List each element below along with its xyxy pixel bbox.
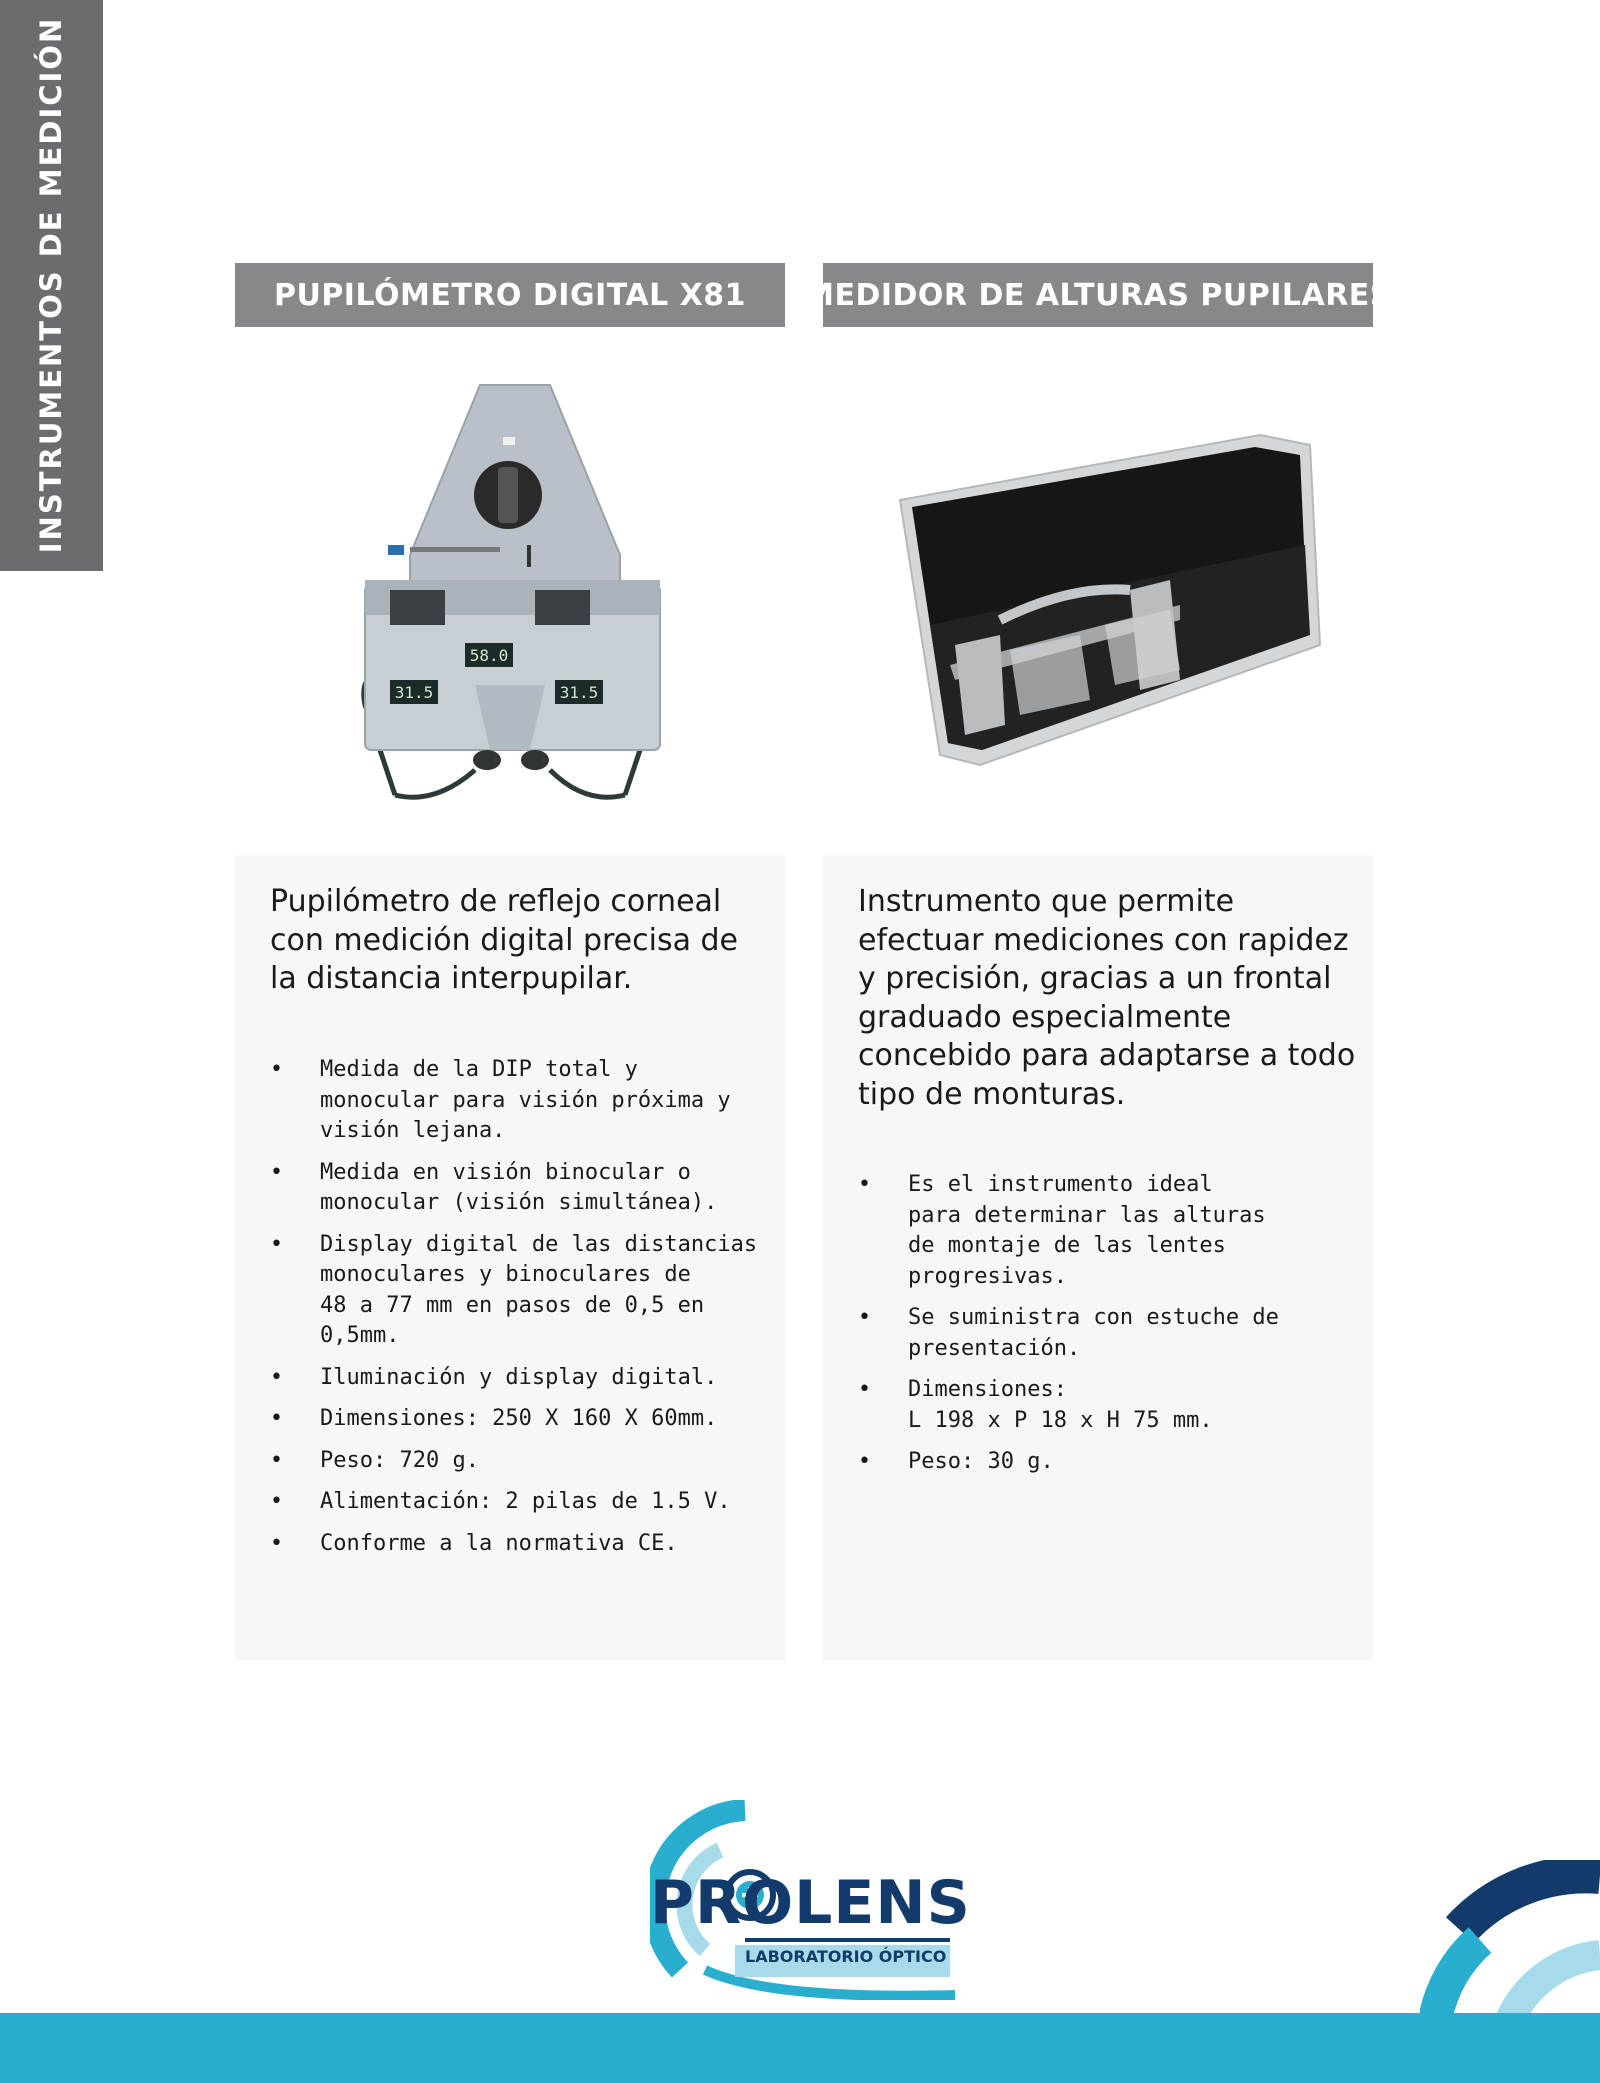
feature-list — [858, 1170, 1348, 1489]
list-item: • Peso: 720 g. — [270, 1446, 760, 1477]
display-left-reading: 31.5 — [394, 683, 434, 702]
logo-tagline: LABORATORIO ÓPTICO — [745, 1947, 947, 1966]
side-section-tab — [0, 0, 103, 571]
list-item: • Dimensiones: L 198 x P 18 x H 75 mm. — [858, 1375, 1348, 1436]
list-item: • Display digital de las distancias monoculares y binoculares de 48 a 77 mm en pasos de 0,5 en 0,5mm. — [270, 1230, 760, 1352]
list-item: • Conforme a la normativa CE. — [270, 1529, 760, 1560]
product-title-pupilometer: PUPILÓMETRO DIGITAL X81 — [235, 263, 785, 327]
list-item: • Se suministra con estuche de presentación. — [858, 1303, 1348, 1364]
list-item: • Medida de la DIP total y monocular para visión próxima y visión lejana. — [270, 1055, 760, 1147]
list-item: • Peso: 30 g. — [858, 1447, 1348, 1478]
footer-band — [0, 2013, 1600, 2083]
brand-mark-icon — [388, 545, 404, 555]
height-gauge-case-image — [890, 425, 1330, 775]
product-card-height-gauge — [823, 855, 1373, 1660]
list-item: • Dimensiones: 250 X 160 X 60mm. — [270, 1404, 760, 1435]
list-item: • Alimentación: 2 pilas de 1.5 V. — [270, 1487, 760, 1518]
section-label: INSTRUMENTOS DE MEDICIÓN — [34, 16, 68, 554]
list-item: • Es el instrumento ideal para determinar las alturas de montaje de las lentes progresivas. — [858, 1170, 1348, 1292]
product-description: Instrumento que permite efectuar mediciones con rapidez y precisión, gracias a un frontal graduado especialmente concebido para adaptarse a todo tipo de monturas. — [858, 884, 1356, 1112]
list-item: • Iluminación y display digital. — [270, 1363, 760, 1394]
product-description: Pupilómetro de reflejo corneal con medición digital precisa de la distancia interpupilar. — [270, 884, 739, 996]
list-item: • Medida en visión binocular o monocular (visión simultánea). — [270, 1158, 760, 1219]
display-right-reading: 31.5 — [559, 683, 599, 702]
feature-list — [270, 1055, 760, 1570]
display-center-reading: 58.0 — [469, 646, 509, 665]
product-title-height-gauge: MEDIDOR DE ALTURAS PUPILARES — [823, 263, 1373, 327]
corner-arcs-icon — [1420, 1860, 1600, 2020]
pupilometer-image — [355, 375, 670, 825]
logo-wordmark: PROLENS — [650, 1868, 971, 1938]
prolens-logo — [650, 1800, 971, 2000]
product-card-pupilometer — [235, 855, 785, 1660]
